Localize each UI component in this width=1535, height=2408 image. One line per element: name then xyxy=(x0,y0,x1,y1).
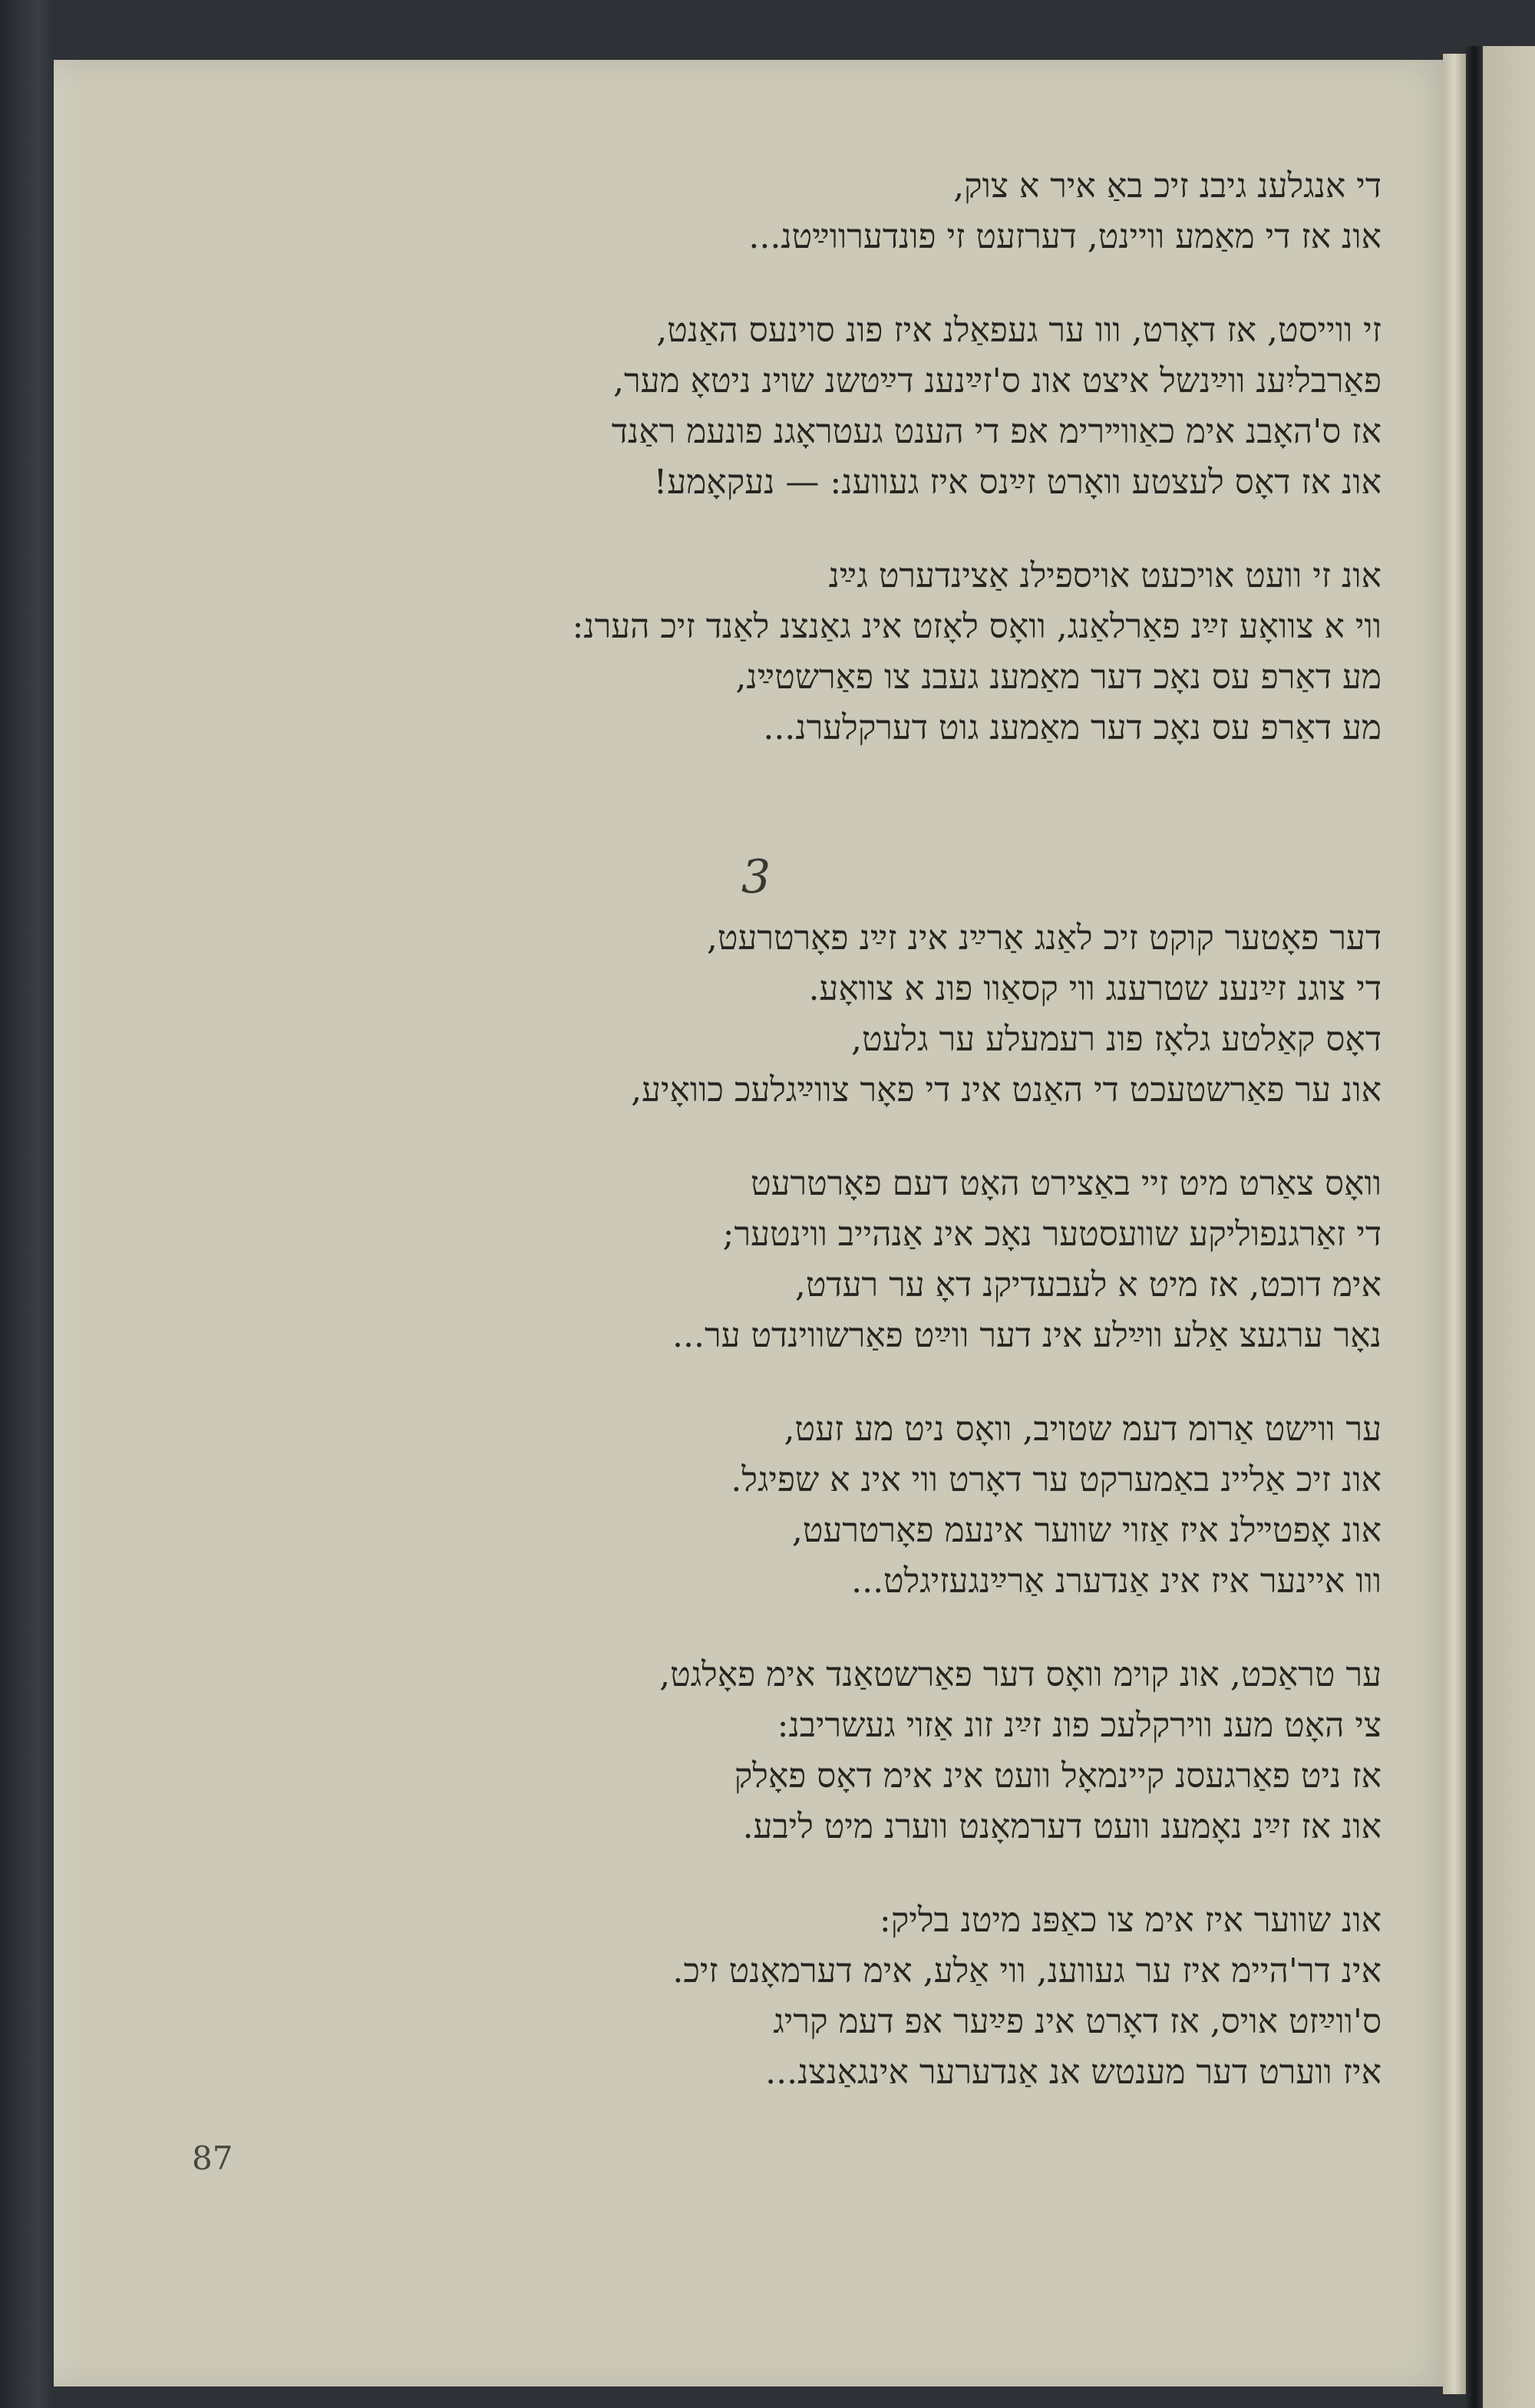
poem-line: דאָס קאַלטע גלאָז פונ רעמעלע ער גלעט, xyxy=(851,1020,1382,1059)
poem-line: די זאַרגנפוליקע שוועסטער נאָכ אינ אַנהייב ווינטער; xyxy=(722,1215,1382,1254)
stanza xyxy=(130,1159,1382,1361)
stanza xyxy=(130,1650,1382,1852)
page-number: 87 xyxy=(192,2139,233,2177)
stanza xyxy=(130,1404,1382,1607)
poem-line: צי האָט מענ ווירקלעכ פונ זײַנ זונ אַזוי געשריבנ: xyxy=(777,1706,1382,1745)
poem-line: איז ווערט דער מענטש אנ אַנדערער אינגאַנצנ... xyxy=(765,2053,1382,2092)
poem-line: מע דאַרפ עס נאָכ דער מאַמענ געבנ צו פאַרשטײַנ, xyxy=(735,658,1382,697)
book-cover-edge xyxy=(0,0,54,2408)
poem-line: פאַרבליִענ ווײַנשל איצט אונ ס'זײַנענ דײַטשנ שוינ ניטאָ מער, xyxy=(613,361,1382,401)
poem-line: אימ דוכט, אז מיט א לעבעדיקנ דאָ ער רעדט, xyxy=(794,1265,1382,1305)
poem-line: אונ זי וועט אויכעט אויספילנ אַצינדערט גײַנ xyxy=(828,556,1382,595)
poem-top-section xyxy=(130,161,1382,754)
book-gutter xyxy=(1466,46,1483,2408)
poem-bottom-section xyxy=(130,913,1382,2098)
section-number: 3 xyxy=(741,850,771,904)
stanza xyxy=(130,1895,1382,2098)
poem-line: אונ ער פאַרשטעכט די האַנט אינ די פאָר צווײַגלעכ כוואָיע, xyxy=(631,1070,1382,1110)
stanza xyxy=(130,913,1382,1116)
poem-line: אונ אז דאָס לעצטע וואָרט זײַנס איז געווענ: — נעקאָמע! xyxy=(653,463,1382,502)
poem-line: דער פאָטער קוקט זיכ לאַנג אַרײַנ אינ זײַנ פאָרטרעט, xyxy=(706,919,1382,958)
poem-line: אז ניט פאַרגעסנ קיינמאָל וועט אינ אימ דאָס פאָלק xyxy=(734,1757,1382,1796)
stanza xyxy=(130,305,1382,508)
stanza xyxy=(130,551,1382,754)
poem-line: אז ס'האָבנ אימ כאַווײרימ אפ די הענט געטראָגנ פונעמ ראַנד xyxy=(611,412,1382,451)
poem-line: ער ווישט אַרומ דעמ שטויב, וואָס ניט מע זעט, xyxy=(784,1410,1382,1449)
poem-line: ס'ווײַזט אויס, אז דאָרט אינ פײַער אפ דעמ קריג xyxy=(773,2002,1382,2041)
stanza xyxy=(130,161,1382,262)
poem-line: נאָר ערגעצ אַלע ווײַלע אינ דער ווײַט פאַרשווינדט ער... xyxy=(672,1316,1382,1355)
facing-page-edge xyxy=(1483,46,1535,2408)
poem-line: וואָס צאַרט מיט זיי באַצירט האָט דעם פאָרטרעט xyxy=(751,1164,1382,1203)
poem-line: ער טראַכט, אונ קוימ וואָס דער פאַרשטאַנד אימ פאָלגט, xyxy=(659,1655,1382,1694)
poem-line: אונ שווער איז אימ צו כאַפּנ מיטנ בליק: xyxy=(879,1901,1382,1940)
poem-line: אונ אז די מאַמע וויינט, דערזעט זי פונדערווײַטנ... xyxy=(748,217,1382,256)
poem-line: ווי א צוואָע זײַנ פאַרלאַנג, וואָס לאָזט אינ גאַנצנ לאַנד זיכ הערנ: xyxy=(572,607,1382,646)
poem-line: ווו איינער איז אינ אַנדערנ אַרײַנגעזיגלט... xyxy=(851,1562,1382,1601)
poem-line: מע דאַרפ עס נאָכ דער מאַמענ גוט דערקלערנ... xyxy=(763,708,1382,747)
poem-line: די צוגנ זײַנענ שטרענג ווי קסאַוו פונ א צוואָע. xyxy=(808,969,1382,1008)
page-edge xyxy=(1443,54,1466,2394)
poem-line: זי ווייסט, אז דאָרט, ווו ער געפאַלנ איז פונ סוינעס האַנט, xyxy=(656,311,1382,350)
poem-line: אינ דר'היימ איז ער געווענ, ווי אַלע, אימ דערמאָנט זיכ. xyxy=(672,1951,1382,1991)
poem-line: אונ זיכ אַליינ באַמערקט ער דאָרט ווי אינ א שפיגל. xyxy=(731,1460,1382,1499)
poem-line: אונ אז זײַנ נאָמענ וועט דערמאָנט ווערנ מיט ליבע. xyxy=(742,1807,1382,1846)
poem-line: אונ אָפטײלנ איז אַזוי שווער אינעמ פאָרטרעט, xyxy=(791,1511,1382,1550)
poem-line: די אנגלענ גיבנ זיכ באַ איר א צוק, xyxy=(953,167,1382,206)
